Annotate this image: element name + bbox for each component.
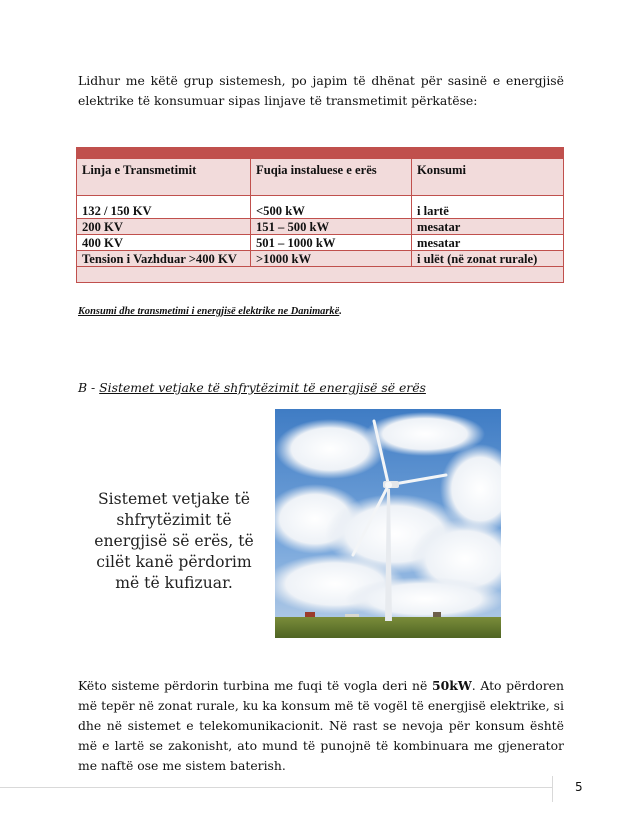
section-heading (78, 380, 426, 395)
header-cell: Linja e Transmetimit (77, 159, 251, 196)
table-caption (78, 306, 342, 317)
table-cell: 501 – 1000 kW (251, 235, 412, 251)
section-title: Sistemet vetjake të shfrytëzimit të energjisë së erës (99, 380, 426, 395)
table-cell: 400 KV (77, 235, 251, 251)
body-text-start: Këto sisteme përdorin turbina me fuqi të vogla deri në (78, 678, 432, 693)
intro-paragraph: Lidhur me këtë grup sistemesh, po japim të dhënat për sasinë e energjisë elektrike të konsumuar sipas linjave të transmetimit përkatëse: (78, 73, 564, 108)
table-cell: 151 – 500 kW (251, 219, 412, 235)
body-paragraph (78, 676, 564, 776)
table-cell: i lartë (412, 196, 564, 219)
table-end-row (77, 267, 564, 283)
header-cell: Fuqia instaluese e erës (251, 159, 412, 196)
table-cell: >1000 kW (251, 251, 412, 267)
table-cell: 200 KV (77, 219, 251, 235)
table-row (77, 219, 564, 235)
table-header-row (77, 159, 564, 196)
section-prefix: B - (78, 380, 100, 395)
table-row (77, 251, 564, 267)
table-cell: mesatar (412, 219, 564, 235)
table-cell: i ulët (në zonat rurale) (412, 251, 564, 267)
header-cell: Konsumi (412, 159, 564, 196)
table-cell: 132 / 150 KV (77, 196, 251, 219)
pull-quote: Sistemet vetjake të shfrytëzimit të energjisë së erës, të cilët kanë përdorim më të kufizuar. (94, 490, 254, 592)
page-number: 5 (575, 780, 583, 794)
table-accent-row (77, 148, 564, 159)
table-row (77, 196, 564, 219)
body-text-end: . Ato përdoren më tepër në zonat rurale, ku ka konsum më të vogël të energjisë elektrike, si dhe në sistemet e telekomunikacionit. Në rast se nevoja për konsum është më e lartë se zakonisht, ato mund të punojnë të kombinuara me gjenerator me naftë ose me sistem baterish. (78, 678, 564, 773)
table-cell: Tension i Vazhduar >400 KV (77, 251, 251, 267)
caption-period: . (339, 306, 342, 317)
transmission-table (76, 147, 564, 283)
table-cell: mesatar (412, 235, 564, 251)
caption-text: Konsumi dhe transmetimi i energjisë elektrike ne Danimarkë (78, 306, 340, 317)
body-bold-power: 50kW (432, 678, 472, 693)
table-row (77, 235, 564, 251)
table-cell: <500 kW (251, 196, 412, 219)
footer-rule (0, 787, 552, 788)
wind-turbine-photo (275, 409, 501, 638)
